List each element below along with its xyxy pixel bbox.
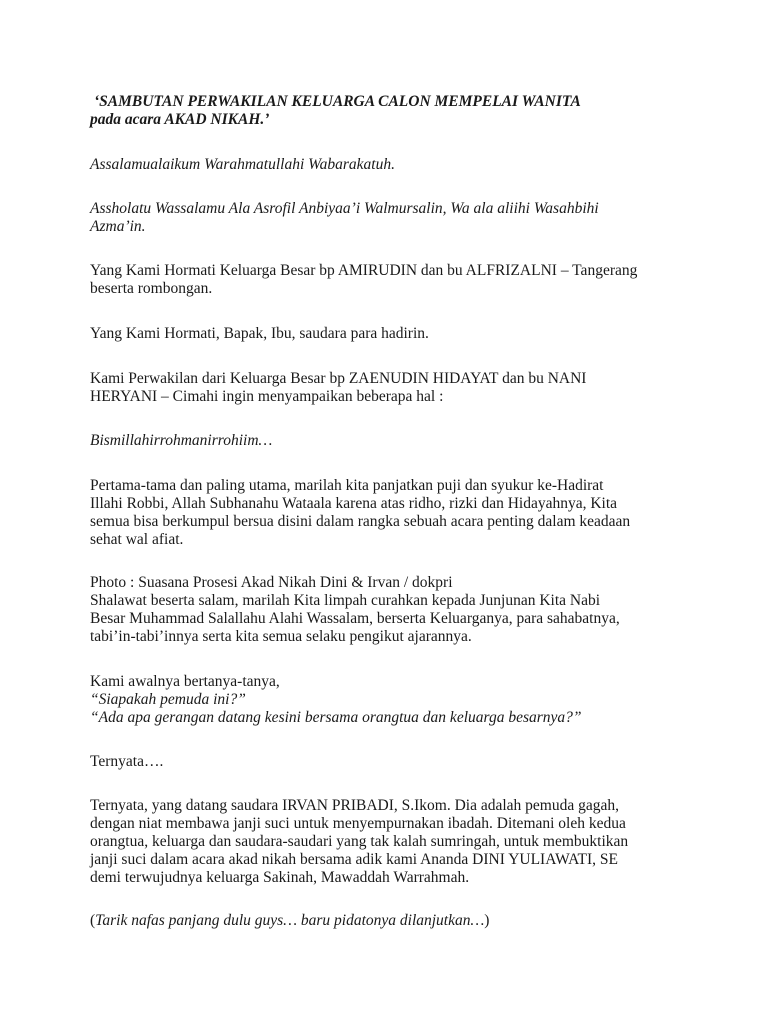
paragraph-line: tabi’in-tabi’innya serta kita semua selaku pengikut ajarannya. (90, 628, 472, 645)
paragraph-line: Ternyata, yang datang saudara IRVAN PRIBADI, S.Ikom. Dia adalah pemuda gagah, (90, 797, 619, 814)
closing-italic-text: Tarik nafas panjang dulu guys… baru pidatonya dilanjutkan… (95, 912, 485, 929)
paragraph-line: Bismillahirrohmanirrohiim… (90, 432, 273, 449)
closing-line (90, 912, 690, 930)
paragraph-line: janji suci dalam acara akad nikah bersama adik kami Ananda DINI YULIAWATI, SE (90, 851, 619, 868)
salam-text: Assalamualaikum Warahmatullahi Wabarakatuh. (90, 156, 395, 173)
paragraph-line: orangtua, keluarga dan saudara-saudari yang tak kalah sumringah, untuk membuktikan (90, 833, 629, 850)
paragraph-line: Yang Kami Hormati Keluarga Besar bp AMIRUDIN dan bu ALFRIZALNI – Tangerang (90, 262, 638, 279)
paragraph-line: Shalawat beserta salam, marilah Kita limpah curahkan kepada Junjunan Kita Nabi (90, 592, 601, 609)
question-line: “Siapakah pemuda ini?” (90, 691, 246, 708)
hormat-hadirin-paragraph (90, 325, 690, 343)
photo-paragraph (90, 574, 690, 646)
paragraph-line: dengan niat membawa janji suci untuk menyempurnakan ibadah. Ditemani oleh kedua (90, 815, 626, 832)
ternyata-short-paragraph (90, 753, 690, 771)
title-line: ‘SAMBUTAN PERWAKILAN KELUARGA CALON MEMPELAI WANITA (94, 93, 581, 110)
title-line: pada acara AKAD NIKAH.’ (90, 111, 270, 128)
paragraph-line: beserta rombongan. (90, 280, 213, 297)
paragraph-line: Illahi Robbi, Allah Subhanahu Wataala karena atas ridho, rizki dan Hidayahnya, Kita (90, 495, 618, 512)
bertanya-paragraph (90, 673, 690, 727)
pertama-paragraph (90, 477, 690, 549)
paragraph-line: sehat wal afiat. (90, 531, 184, 548)
bismillah-paragraph (90, 432, 690, 450)
paragraph-line: Kami Perwakilan dari Keluarga Besar bp ZAENUDIN HIDAYAT dan bu NANI (90, 370, 587, 387)
salam-paragraph (90, 156, 690, 174)
photo-caption: Photo : Suasana Prosesi Akad Nikah Dini & Irvan / dokpri (90, 574, 453, 591)
paragraph-line: Kami awalnya bertanya-tanya, (90, 673, 280, 690)
perwakilan-paragraph (90, 370, 690, 406)
hormat-keluarga-paragraph (90, 262, 690, 298)
paragraph-line: Azma’in. (90, 218, 146, 235)
paragraph-line: Pertama-tama dan paling utama, marilah kita panjatkan puji dan syukur ke-Hadirat (90, 477, 604, 494)
paragraph-line: Besar Muhammad Salallahu Alahi Wassalam, berserta Keluarganya, para sahabatnya, (90, 610, 620, 627)
sholawat-paragraph (90, 200, 690, 236)
paragraph-line: semua bisa berkumpul bersua disini dalam rangka sebuah acara penting dalam keadaan (90, 513, 631, 530)
ternyata-paragraph (90, 797, 690, 887)
paragraph-line: Yang Kami Hormati, Bapak, Ibu, saudara para hadirin. (90, 325, 429, 342)
paragraph-line: Assholatu Wassalamu Ala Asrofil Anbiyaa’i Walmursalin, Wa ala aliihi Wasahbihi (90, 200, 599, 217)
closing-close-paren: ) (484, 912, 490, 929)
paragraph-line: HERYANI – Cimahi ingin menyampaikan beberapa hal : (90, 388, 444, 405)
paragraph-line: Ternyata…. (90, 753, 164, 770)
closing-open-paren: ( (90, 912, 96, 929)
paragraph-line: demi terwujudnya keluarga Sakinah, Mawaddah Warrahmah. (90, 869, 470, 886)
document-title (90, 93, 690, 129)
question-line: “Ada apa gerangan datang kesini bersama orangtua dan keluarga besarnya?” (90, 709, 582, 726)
closing-paragraph (90, 912, 690, 930)
